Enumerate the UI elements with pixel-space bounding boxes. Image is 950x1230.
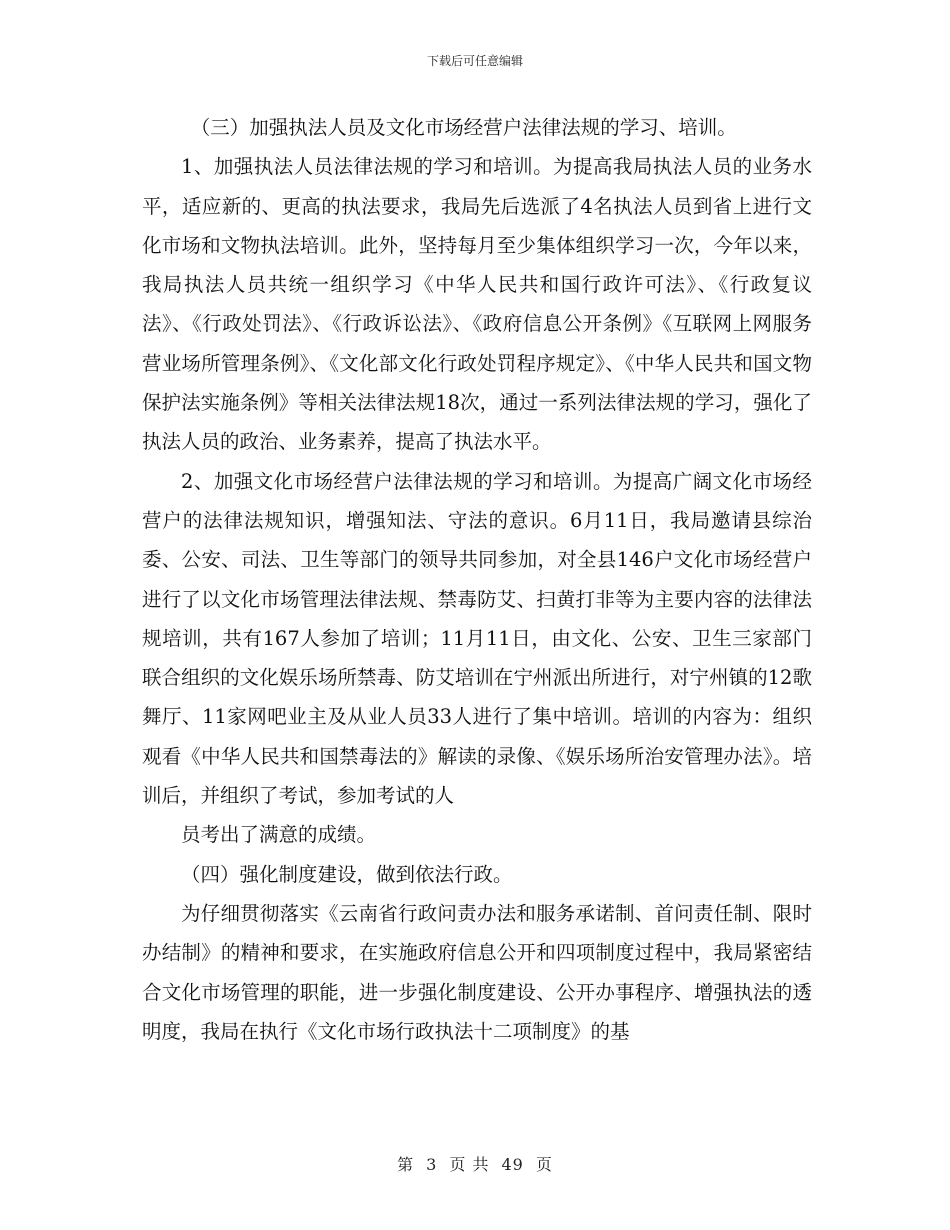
paragraph-system-building: 为仔细贯彻落实《云南省行政问责办法和服务承诺制、首问责任制、限时办结制》的精神和要求，在实施政府信息公开和四项制度过程中，我局紧密结合文化市场管理的职能，进一步强化制度建设、公开办事程序、增强执法的透明度，我局在执行《文化市场行政执法十二项制度》的基 — [142, 901, 812, 1043]
footer-suffix: 页 — [535, 1155, 553, 1174]
paragraph-staff-training: 1、加强执法人员法律法规的学习和培训。为提高我局执法人员的业务水平，适应新的、更高的执法要求，我局先后选派了4名执法人员到省上进行文化市场和文物执法培训。此外，坚持每月至少集体组织学习一次，今年以来，我局执法人员共统一组织学习《中华人民共和国行政许可法》、《行政复议法》、《行政处罚法》、《行政诉讼法》、《政府信息公开条例》《互联网上网服务营业场所管理条例》、《文化部文化行政处罚程序规定》、《中华人民共和国文物保护法实施条例》等相关法律法规18次，通过一系列法律法规的学习，强化了执法人员的政治、业务素养，提高了执法水平。 — [142, 155, 812, 454]
page-footer — [0, 1152, 950, 1175]
footer-page-number: 3 — [426, 1155, 438, 1174]
header-text: 下载后可任意编辑 — [426, 54, 523, 68]
section-heading-four: （四）强化制度建设，做到依法行政。 — [181, 862, 513, 886]
section-heading-three: （三）加强执法人员及文化市场经营户法律法规的学习、培训。 — [190, 116, 737, 139]
document-body — [142, 108, 812, 1051]
page-header — [0, 52, 950, 69]
footer-total-pages: 49 — [501, 1155, 524, 1174]
paragraph-operator-training: 2、加强文化市场经营户法律法规的学习和培训。为提高广阔文化市场经营户的法律法规知识，增强知法、守法的意识。6月11日，我局邀请县综治委、公安、司法、卫生等部门的领导共同参加，对全县146户文化市场经营户进行了以文化市场管理法律法规、禁毒防艾、扫黄打非等为主要内容的法律法规培训，共有167人参加了培训；11月11日，由文化、公安、卫生三家部门联合组织的文化娱乐场所禁毒、防艾培训在宁州派出所进行，对宁州镇的12歌舞厅、11家网吧业主及从业人员33人进行了集中培训。培训的内容为：组织观看《中华人民共和国禁毒法的》解读的录像、《娱乐场所治安管理办法》。培训后，并组织了考试，参加考试的人 — [142, 469, 812, 808]
footer-middle: 页 共 — [449, 1155, 490, 1174]
paragraph-continuation: 员考出了满意的成绩。 — [181, 823, 377, 847]
footer-prefix: 第 — [397, 1155, 415, 1174]
